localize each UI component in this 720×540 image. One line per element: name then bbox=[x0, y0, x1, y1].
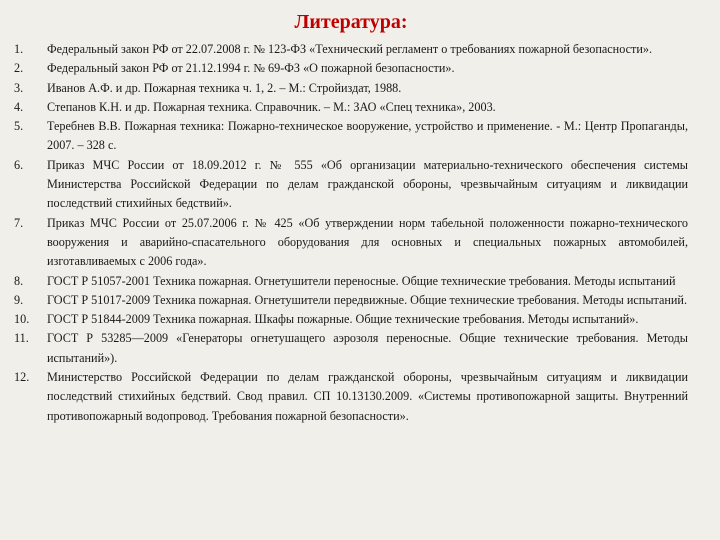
list-item-text: Степанов К.Н. и др. Пожарная техника. Справочник. – М.: ЗАО «Спец техника», 2003. bbox=[47, 99, 496, 114]
list-item-number: 2. bbox=[14, 61, 24, 76]
list-item bbox=[14, 59, 688, 78]
list-item bbox=[14, 368, 688, 426]
list-item-number: 10. bbox=[14, 312, 30, 327]
list-item bbox=[14, 214, 688, 272]
list-item bbox=[14, 117, 688, 156]
list-item bbox=[14, 310, 688, 329]
list-item bbox=[14, 156, 688, 214]
list-item bbox=[14, 272, 688, 291]
list-item-number: 8. bbox=[14, 273, 24, 288]
list-item bbox=[14, 79, 688, 98]
list-item-text: Федеральный закон РФ от 21.12.1994 г. № 69-ФЗ «О пожарной безопасности». bbox=[47, 61, 455, 76]
list-item-text: Приказ МЧС России от 25.07.2006 г. № 425 «Об утверждении норм табельной положенности пожарно-технического вооружения и аварийно-спасательного оборудования для основных и специальных пожарных автомобилей, изготавливаемых с 2006 года». bbox=[47, 215, 688, 269]
page-title: Литература: bbox=[294, 11, 408, 33]
list-item bbox=[14, 98, 688, 117]
list-item-text: Приказ МЧС России от 18.09.2012 г. № 555 «Об организации материально-технического обеспечения системы Министерства Российской Федерации по делам гражданской обороны, чрезвычайным ситуациям и ликвидации последствий стихийных бедствий». bbox=[47, 157, 688, 211]
reference-list bbox=[14, 40, 688, 426]
list-item-text: ГОСТ Р 51844-2009 Техника пожарная. Шкафы пожарные. Общие технические требования. Методы испытаний». bbox=[47, 312, 639, 327]
list-item bbox=[14, 329, 688, 368]
list-item bbox=[14, 40, 688, 59]
list-item-number: 11. bbox=[14, 331, 29, 346]
list-item-text: ГОСТ Р 51057-2001 Техника пожарная. Огнетушители переносные. Общие технические требования. Методы испытаний bbox=[47, 273, 676, 288]
list-item-number: 5. bbox=[14, 119, 24, 134]
list-item-text: Федеральный закон РФ от 22.07.2008 г. № 123-ФЗ «Технический регламент о требованиях пожарной безопасности». bbox=[47, 42, 652, 56]
list-item-text: Министерство Российской Федерации по делам гражданской обороны, чрезвычайным ситуациям и ликвидации последствий стихийных бедствий. Свод правил. СП 10.13130.2009. «Системы противопожарной защиты. Внутренний противопожарный водопровод. Требования пожарной безопасности». bbox=[47, 370, 688, 423]
list-item-number: 9. bbox=[14, 292, 24, 307]
list-item-number: 6. bbox=[14, 157, 24, 172]
list-item-text: Теребнев В.В. Пожарная техника: Пожарно-техническое вооружение, устройство и применение. - М.: Центр Пропаганды, 2007. – 328 с. bbox=[47, 119, 688, 153]
list-item bbox=[14, 291, 688, 310]
list-item-number: 12. bbox=[14, 370, 30, 385]
list-item-text: Иванов А.Ф. и др. Пожарная техника ч. 1, 2. – М.: Стройиздат, 1988. bbox=[47, 80, 402, 95]
list-item-text: ГОСТ Р 51017-2009 Техника пожарная. Огнетушители передвижные. Общие технические требования. Методы испытаний. bbox=[47, 292, 688, 307]
list-item-text: ГОСТ Р 53285—2009 «Генераторы огнетушащего аэрозоля переносные. Общие технические требования. Методы испытаний»). bbox=[47, 331, 688, 365]
list-item-number: 4. bbox=[14, 99, 24, 114]
list-item-number: 7. bbox=[14, 215, 24, 230]
list-item-number: 3. bbox=[14, 80, 24, 95]
list-item-number: 1. bbox=[14, 42, 24, 56]
